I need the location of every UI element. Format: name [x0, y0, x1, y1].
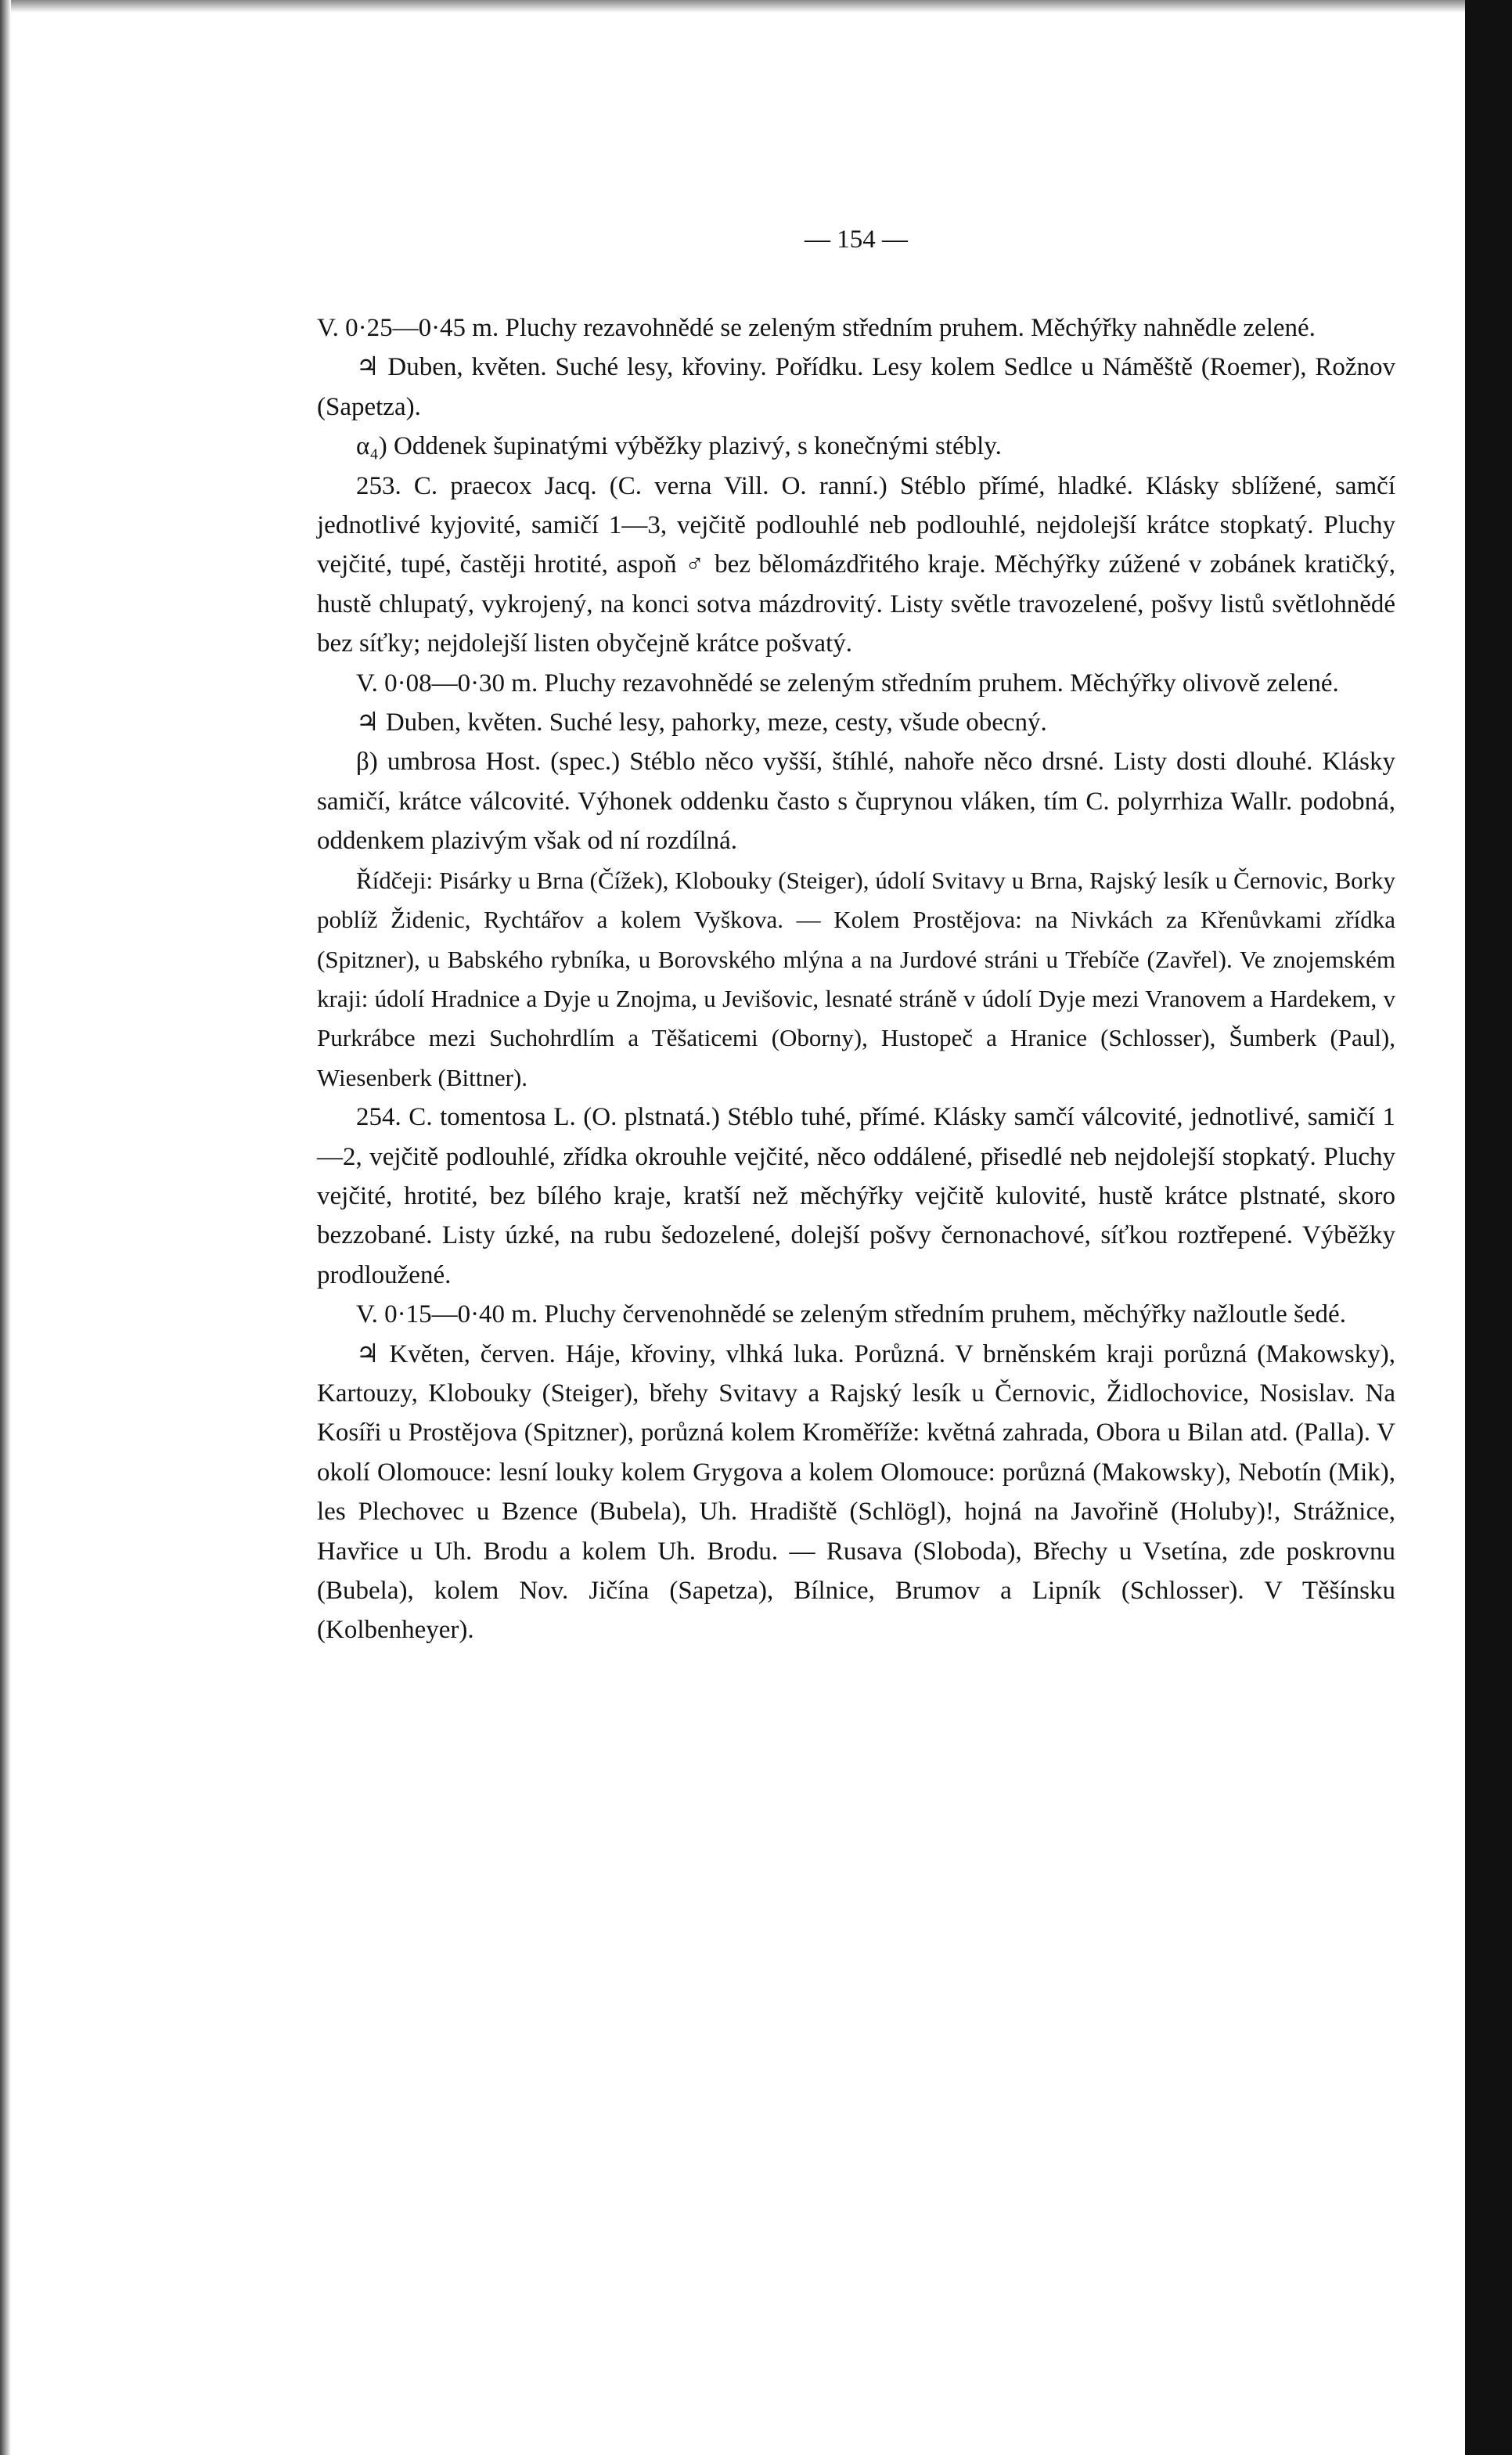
paragraph-dimensions-253: V. 0·08—0·30 m. Pluchy rezavohnědé se zeleným středním pruhem. Měchýřky olivově zelené. [356, 669, 1339, 698]
paragraph-flowering-1: ♃ Duben, květen. Suché lesy, křoviny. Pořídku. Lesy kolem Sedlce u Náměště (Roemer), Rožnov (Sapetza). [317, 353, 1395, 421]
paragraph-dimensions-1: V. 0·25—0·45 m. Pluchy rezavohnědé se zeleným středním pruhem. Měchýřky nahnědle zelené. [317, 314, 1316, 342]
paragraph-species-253: 253. C. praecox Jacq. (C. verna Vill. O. ranní.) Stéblo přímé, hladké. Klásky sblížené, samčí jednotlivé kyjovité, samičí 1—3, vejčitě podlouhlé neb podlouhlé, nejdolejší krátce stopkatý. Pluchy vejčité, tupé, častěji hrotité, aspoň ♂ bez bělomázdřitého kraje. Měchýřky zúžené v zobánek kratičký, hustě chlupatý, vykrojený, na konci sotva mázdrovitý. Listy světle travozelené, pošvy listů světlohnědé bez síťky; nejdolejší listen obyčejně krátce pošvatý. [317, 471, 1395, 658]
paragraph-variety-umbrosa: β) umbrosa Host. (spec.) Stéblo něco vyšší, štíhlé, nahoře něco drsné. Listy dosti dlouhé. Klásky samičí, krátce válcovité. Výhonek oddenku často s čuprynou vláken, tím C. polyrrhiza Wallr. podobná, oddenkem plazivým však od ní rozdílná. [317, 748, 1395, 856]
paragraph-species-254: 254. C. tomentosa L. (O. plstnatá.) Stéblo tuhé, přímé. Klásky samčí válcovité, jednotlivé, samičí 1—2, vejčitě podlouhlé, zřídka okrouhle vejčité, něco oddálené, přisedlé neb nejdolejší stopkatý. Pluchy vejčité, hrotité, bez bílého kraje, kratší než měchýřky vejčitě kulovité, hustě krátce plstnaté, skoro bezzobané. Listy úzké, na rubu šedozelené, dolejší pošvy černonachové, síťkou roztřepené. Výběžky prodloužené. [317, 1103, 1395, 1289]
scan-right-border [1465, 0, 1512, 2455]
scan-left-edge [0, 0, 11, 2455]
page-number: — 154 — [805, 225, 908, 254]
paragraph-localities-umbrosa: Řídčeji: Pisárky u Brna (Čížek), Klobouky (Steiger), údolí Svitavy u Brna, Rajský lesík u Černovic, Borky poblíž Židenic, Rychtářov a kolem Vyškova. — Kolem Prostějova: na Nivkách za Křenůvkami zřídka (Spitzner), u Babského rybníka, u Borovského mlýna a na Jurdové stráni u Třebíče (Zavřel). Ve znojemském kraji: údolí Hradnice a Dyje u Znojma, u Jevišovic, lesnaté stráně v údolí Dyje mezi Vranovem a Hardekem, v Purkrábce mezi Suchohrdlím a Těšaticemi (Oborny), Hustopeč a Hranice (Schlosser), Šumberk (Paul), Wiesenberk (Bittner). [317, 866, 1395, 1091]
paragraph-group-alpha4: α₄) Oddenek šupinatými výběžky plazivý, s konečnými stébly. [356, 432, 1002, 461]
page-body [317, 308, 1395, 1650]
scan-top-edge [0, 0, 1512, 13]
paragraph-dimensions-254: V. 0·15—0·40 m. Pluchy červenohnědé se zeleným středním pruhem, měchýřky nažloutle šedé. [356, 1300, 1346, 1329]
paragraph-flowering-253: ♃ Duben, květen. Suché lesy, pahorky, meze, cesty, všude obecný. [356, 708, 1047, 737]
paragraph-localities-254: ♃ Květen, červen. Háje, křoviny, vlhká luka. Porůzná. V brněnském kraji porůzná (Makowsky), Kartouzy, Klobouky (Steiger), břehy Svitavy a Rajský lesík u Černovic, Židlochovice, Nosislav. Na Kosíři u Prostějova (Spitzner), porůzná kolem Kroměříže: květná zahrada, Obora u Bilan atd. (Palla). V okolí Olomouce: lesní louky kolem Grygova a kolem Olomouce: porůzná (Makowsky), Nebotín (Mik), les Plechovec u Bzence (Bubela), Uh. Hradiště (Schlögl), hojná na Javořině (Holuby)!, Strážnice, Havřice u Uh. Brodu a kolem Uh. Brodu. — Rusava (Sloboda), Břechy u Vsetína, zde poskrovnu (Bubela), kolem Nov. Jičína (Sapetza), Bílnice, Brumov a Lipník (Schlosser). V Těšínsku (Kolbenheyer). [317, 1339, 1395, 1645]
